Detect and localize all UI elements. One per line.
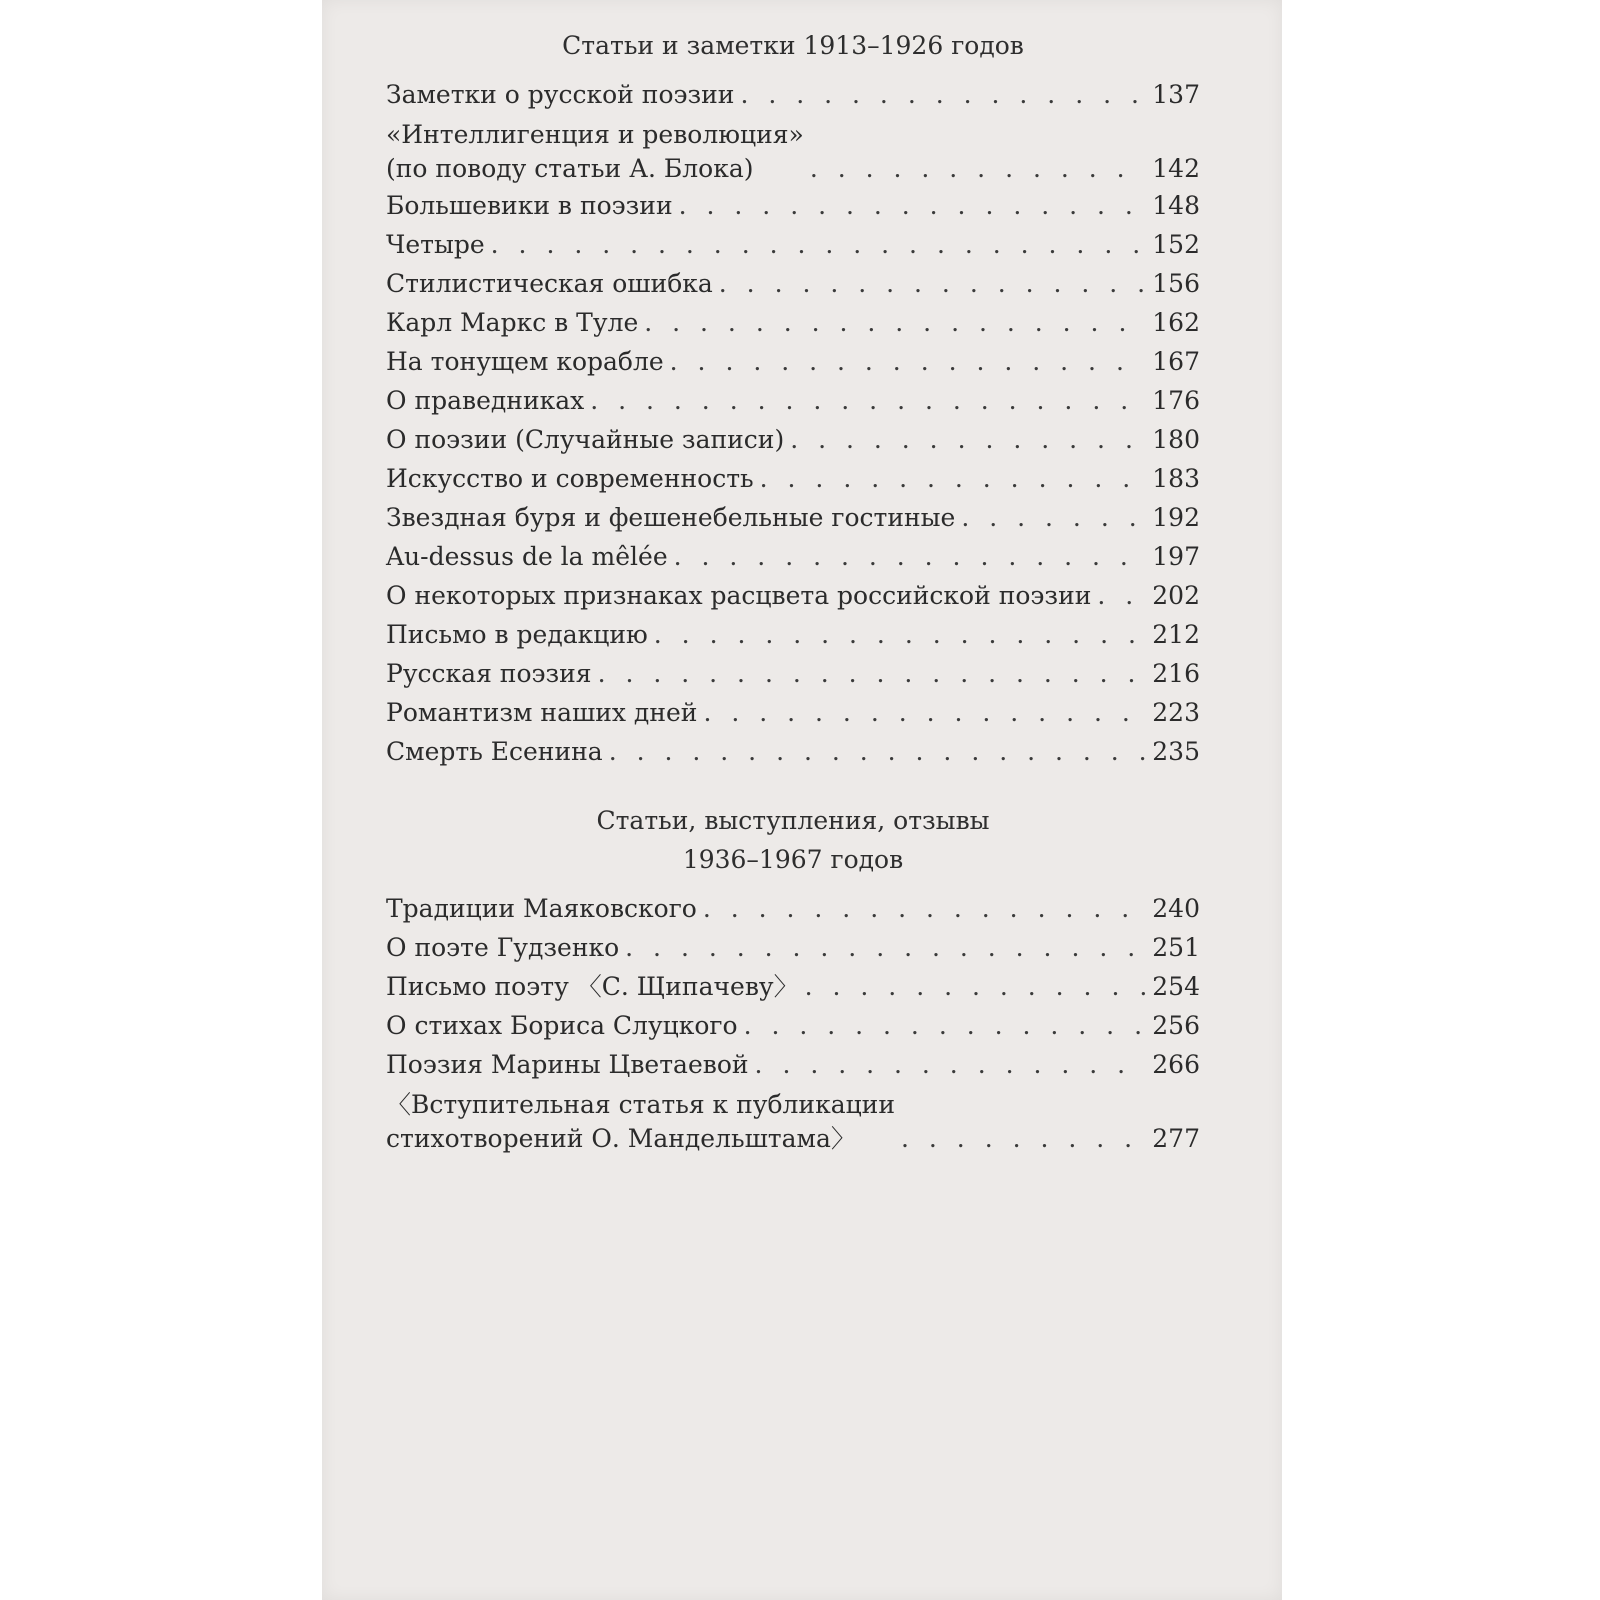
toc-entry <box>386 420 1200 459</box>
entry-page: 197 <box>1152 542 1200 571</box>
dot-leader <box>755 1045 1147 1084</box>
entry-title: Четыре <box>386 230 485 259</box>
dot-leader <box>609 732 1147 771</box>
toc-entry <box>386 459 1200 498</box>
entry-page: 162 <box>1152 308 1200 337</box>
toc-entry <box>386 264 1200 303</box>
dot-leader <box>703 693 1146 732</box>
toc-entry <box>386 928 1200 967</box>
entry-page: 183 <box>1152 464 1200 493</box>
dot-leader <box>744 1006 1147 1045</box>
dot-leader <box>810 152 1146 186</box>
entry-page: 202 <box>1152 581 1200 610</box>
dot-leader <box>961 498 1146 537</box>
entry-page: 156 <box>1152 269 1200 298</box>
entry-title: Карл Маркс в Туле <box>386 308 639 337</box>
entry-page: 256 <box>1152 1011 1200 1040</box>
dot-leader <box>740 75 1146 114</box>
dot-leader <box>719 264 1147 303</box>
entry-page: 176 <box>1152 386 1200 415</box>
entry-page: 192 <box>1152 503 1200 532</box>
entry-page: 223 <box>1152 698 1200 727</box>
entry-page: 212 <box>1152 620 1200 649</box>
dot-leader <box>703 889 1146 928</box>
toc-entry <box>386 75 1200 114</box>
dot-leader <box>590 381 1146 420</box>
entry-page: 277 <box>1152 1124 1200 1153</box>
dot-leader <box>760 459 1147 498</box>
toc-entry <box>386 1084 1200 1156</box>
entry-page: 152 <box>1152 230 1200 259</box>
entry-title: Большевики в поэзии <box>386 191 673 220</box>
dot-leader <box>679 186 1147 225</box>
entry-title: Письмо в редакцию <box>386 620 648 649</box>
entry-title: Поэзия Марины Цветаевой <box>386 1050 749 1079</box>
entry-title: Традиции Маяковского <box>386 894 697 923</box>
toc-entry <box>386 381 1200 420</box>
entry-page: 235 <box>1152 737 1200 766</box>
entry-title: 〈Вступительная статья к публикации стихотворений О. Мандельштама〉 <box>386 1090 896 1153</box>
entry-page: 142 <box>1152 154 1200 183</box>
dot-leader <box>790 420 1146 459</box>
toc-entry <box>386 225 1200 264</box>
section-title: Статьи и заметки 1913–1926 годов <box>562 31 1024 60</box>
toc-entry <box>386 654 1200 693</box>
section-title-line: 1936–1967 годов <box>682 845 904 874</box>
dot-leader <box>654 615 1147 654</box>
entry-page: 240 <box>1152 894 1200 923</box>
dot-leader <box>901 1122 1146 1156</box>
entry-title: О поэзии (Случайные записи) <box>386 425 785 454</box>
entry-page: 216 <box>1152 659 1200 688</box>
toc-entry <box>386 114 1200 186</box>
toc-entry <box>386 1045 1200 1084</box>
entry-page: 167 <box>1152 347 1200 376</box>
toc-entry <box>386 498 1200 537</box>
toc-entry <box>386 537 1200 576</box>
toc-entry <box>386 693 1200 732</box>
dot-leader <box>644 303 1146 342</box>
entry-page: 266 <box>1152 1050 1200 1079</box>
toc-entry <box>386 732 1200 771</box>
entry-title: Стилистическая ошибка <box>386 269 713 298</box>
entry-title: Заметки о русской поэзии <box>386 80 735 109</box>
toc-entry <box>386 1006 1200 1045</box>
toc-entry <box>386 967 1200 1006</box>
entry-page: 137 <box>1152 80 1200 109</box>
entry-title: О некоторых признаках расцвета российской поэзии <box>386 581 1092 610</box>
entry-title: О стихах Бориса Слуцкого <box>386 1011 738 1040</box>
toc-entry <box>386 576 1200 615</box>
section-title-line: Статьи, выступления, отзывы <box>596 806 990 835</box>
entry-title: О поэте Гудзенко <box>386 933 620 962</box>
dot-leader <box>670 342 1147 381</box>
entry-title: Au-dessus de la mêlée <box>386 542 668 571</box>
entry-title: Смерть Есенина <box>386 737 603 766</box>
dot-leader <box>674 537 1147 576</box>
entry-page: 180 <box>1152 425 1200 454</box>
dot-leader <box>598 654 1147 693</box>
entry-page: 254 <box>1152 972 1200 1001</box>
toc-entry <box>386 303 1200 342</box>
entry-title: Русская поэзия <box>386 659 592 688</box>
entry-title: Письмо поэту 〈С. Щипачеву〉 <box>386 972 799 1001</box>
toc-entry <box>386 186 1200 225</box>
entry-title: На тонущем корабле <box>386 347 664 376</box>
book-page <box>322 0 1282 1600</box>
entry-title: Искусство и современность <box>386 464 754 493</box>
dot-leader <box>625 928 1146 967</box>
table-of-contents <box>386 26 1200 1156</box>
entry-title: Звездная буря и фешенебельные гостиные <box>386 503 956 532</box>
toc-entry <box>386 342 1200 381</box>
dot-leader <box>491 225 1147 264</box>
entry-title: О праведниках <box>386 386 585 415</box>
section-title <box>386 801 1200 879</box>
toc-entry <box>386 615 1200 654</box>
entry-page: 148 <box>1152 191 1200 220</box>
entry-title: «Интеллигенция и революция» (по поводу статьи А. Блока) <box>386 120 804 183</box>
entry-page: 251 <box>1152 933 1200 962</box>
entry-title: Романтизм наших дней <box>386 698 698 727</box>
dot-leader <box>805 967 1147 1006</box>
dot-leader <box>1097 576 1146 615</box>
toc-entry <box>386 889 1200 928</box>
